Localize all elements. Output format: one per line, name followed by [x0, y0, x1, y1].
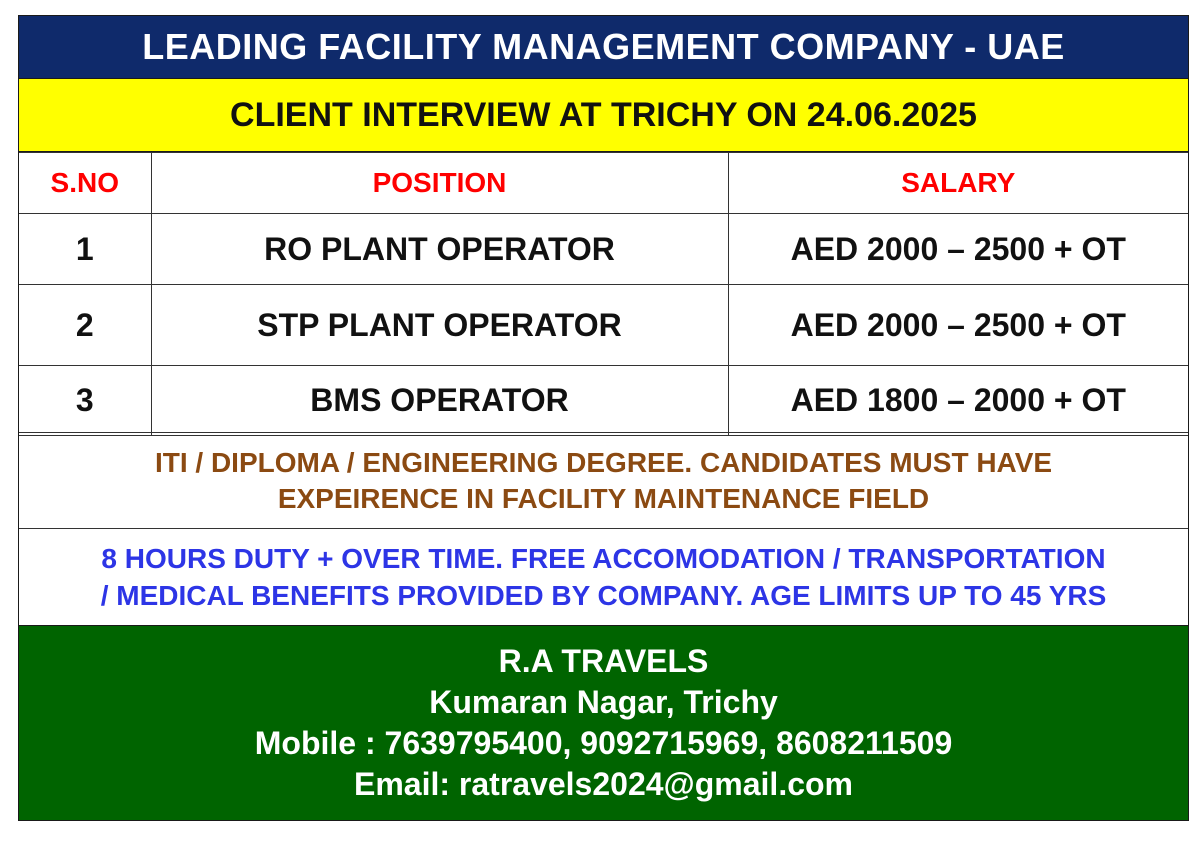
- qualification-line: ITI / DIPLOMA / ENGINEERING DEGREE. CANDIDATES MUST HAVE: [154, 446, 1053, 478]
- table-row: [19, 285, 1188, 366]
- column-header-salary: SALARY: [728, 153, 1188, 214]
- column-header-sno: S.NO: [19, 153, 151, 214]
- table-header-row: [19, 153, 1188, 214]
- salary-cell: AED 2000 – 2500 + OT: [728, 214, 1188, 285]
- column-header-position: POSITION: [151, 153, 728, 214]
- contact-section: [19, 625, 1188, 820]
- company-title: LEADING FACILITY MANAGEMENT COMPANY - UAE: [19, 16, 1188, 78]
- sno-cell: 3: [19, 366, 151, 436]
- position-cell: BMS OPERATOR: [151, 366, 728, 436]
- mobile-numbers: Mobile : 7639795400, 9092715969, 8608211509: [254, 725, 953, 761]
- benefits-line: / MEDICAL BENEFITS PROVIDED BY COMPANY. AGE LIMITS UP TO 45 YRS: [100, 580, 1107, 611]
- agency-address: Kumaran Nagar, Trichy: [429, 684, 778, 720]
- qualification-section: [19, 432, 1188, 529]
- positions-table: [19, 152, 1188, 436]
- job-poster: [18, 15, 1189, 821]
- salary-cell: AED 1800 – 2000 + OT: [728, 366, 1188, 436]
- sno-cell: 2: [19, 285, 151, 366]
- position-cell: STP PLANT OPERATOR: [151, 285, 728, 366]
- salary-cell: AED 2000 – 2500 + OT: [728, 285, 1188, 366]
- table-row: [19, 214, 1188, 285]
- interview-banner: CLIENT INTERVIEW AT TRICHY ON 24.06.2025: [19, 78, 1188, 152]
- table-row: [19, 366, 1188, 436]
- benefits-section: [19, 529, 1188, 625]
- qualification-line: EXPEIRENCE IN FACILITY MAINTENANCE FIELD: [277, 482, 930, 514]
- agency-name: R.A TRAVELS: [498, 643, 709, 679]
- benefits-line: 8 HOURS DUTY + OVER TIME. FREE ACCOMODATION / TRANSPORTATION: [101, 543, 1106, 574]
- email-address: Email: ratravels2024@gmail.com: [353, 766, 853, 802]
- sno-cell: 1: [19, 214, 151, 285]
- position-cell: RO PLANT OPERATOR: [151, 214, 728, 285]
